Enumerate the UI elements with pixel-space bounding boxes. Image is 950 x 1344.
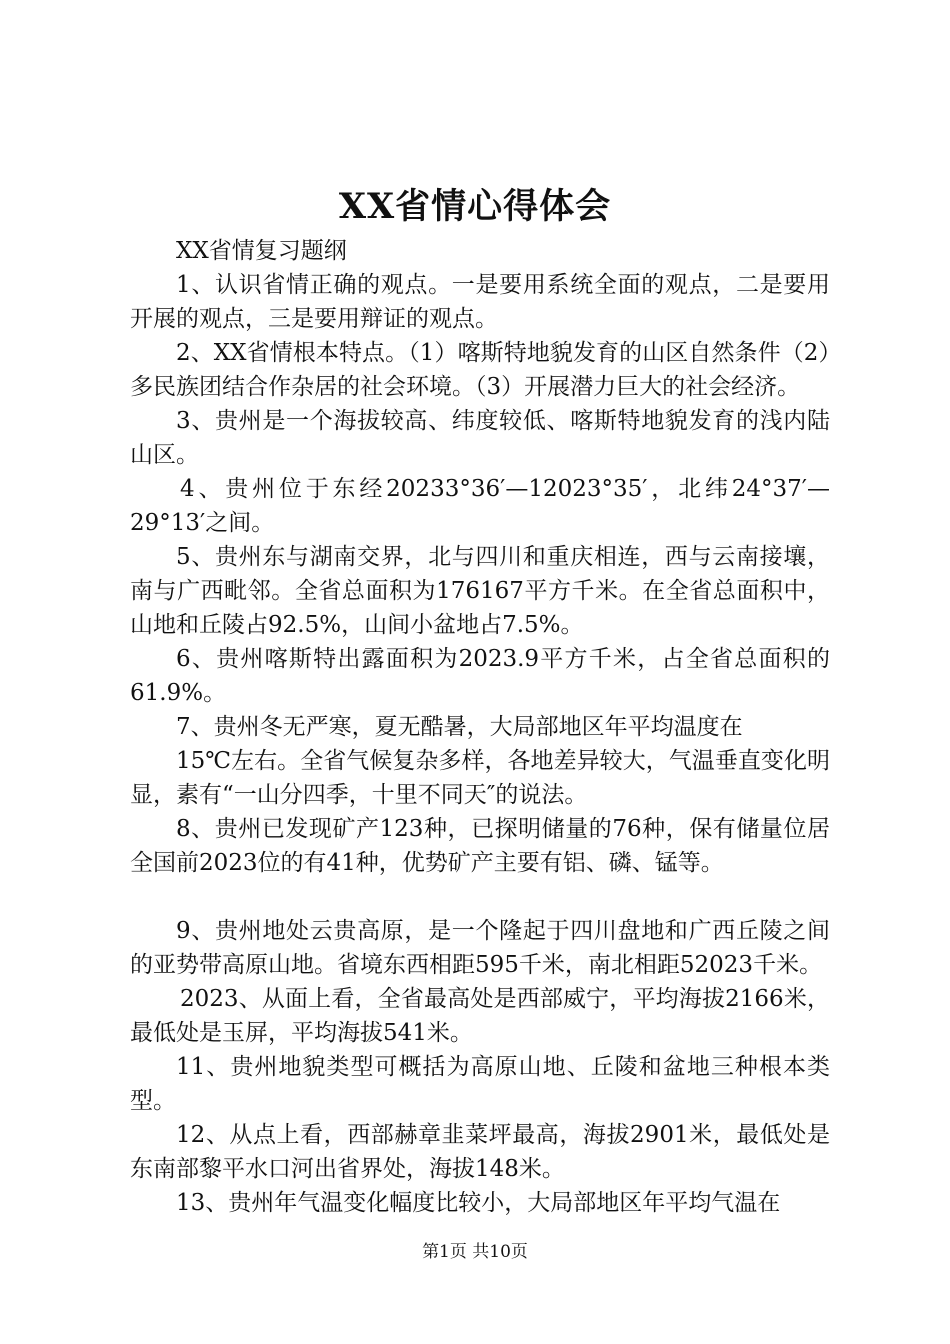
paragraph-5: 5、贵州东与湖南交界，北与四川和重庆相连，西与云南接壤，南与广西毗邻。全省总面积为176167平方千米。在全省总面积中，山地和丘陵占92.5%，山间小盆地占7.5%。 xyxy=(130,544,830,638)
paragraph-12: 12、从点上看，西部赫章韭菜坪最高，海拔2901米，最低处是东南部黎平水口河出省界处，海拔148米。 xyxy=(130,1122,830,1182)
paragraph-10: 2023、从面上看，全省最高处是西部威宁，平均海拔2166米，最低处是玉屏，平均海拔541米。 xyxy=(130,986,830,1046)
paragraph-7b: 15℃左右。全省气候复杂多样，各地差异较大，气温垂直变化明显，素有“一山分四季，十里不同天″的说法。 xyxy=(130,748,830,808)
paragraph-13: 13、贵州年气温变化幅度比较小，大局部地区年平均气温在 xyxy=(176,1190,781,1216)
paragraph-3: 3、贵州是一个海拔较高、纬度较低、喀斯特地貌发育的浅内陆山区。 xyxy=(130,408,830,468)
paragraph-1: 1、认识省情正确的观点。一是要用系统全面的观点，二是要用开展的观点，三是要用辩证的观点。 xyxy=(130,272,830,332)
paragraph-9: 9、贵州地处云贵高原，是一个隆起于四川盘地和广西丘陵之间的亚势带高原山地。省境东西相距595千米，南北相距52023千米。 xyxy=(130,918,830,978)
paragraph-11: 11、贵州地貌类型可概括为高原山地、丘陵和盆地三种根本类型。 xyxy=(130,1054,830,1114)
paragraph-4: 4、贵州位于东经20233°36′—12023°35′，北纬24°37′—29°13′之间。 xyxy=(130,476,830,536)
paragraph-8: 8、贵州已发现矿产123种，已探明储量的76种，保有储量位居全国前2023位的有41种，优势矿产主要有铝、磷、锰等。 xyxy=(130,816,830,876)
paragraph-7a: 7、贵州冬无严寒，夏无酷暑，大局部地区年平均温度在 xyxy=(176,714,743,740)
page-title: XX省情心得体会 xyxy=(338,186,612,227)
paragraph-2: 2、XX省情根本特点。（1）喀斯特地貌发育的山区自然条件（2）多民族团结合作杂居的社会环境。（3）开展潜力巨大的社会经济。 xyxy=(130,340,830,400)
paragraph-heading: XX省情复习题纲 xyxy=(176,238,347,264)
document-body xyxy=(130,234,830,1220)
paragraph-6: 6、贵州喀斯特出露面积为2023.9平方千米，占全省总面积的61.9%。 xyxy=(130,646,830,706)
page-footer: 第1页 共10页 xyxy=(422,1242,528,1262)
